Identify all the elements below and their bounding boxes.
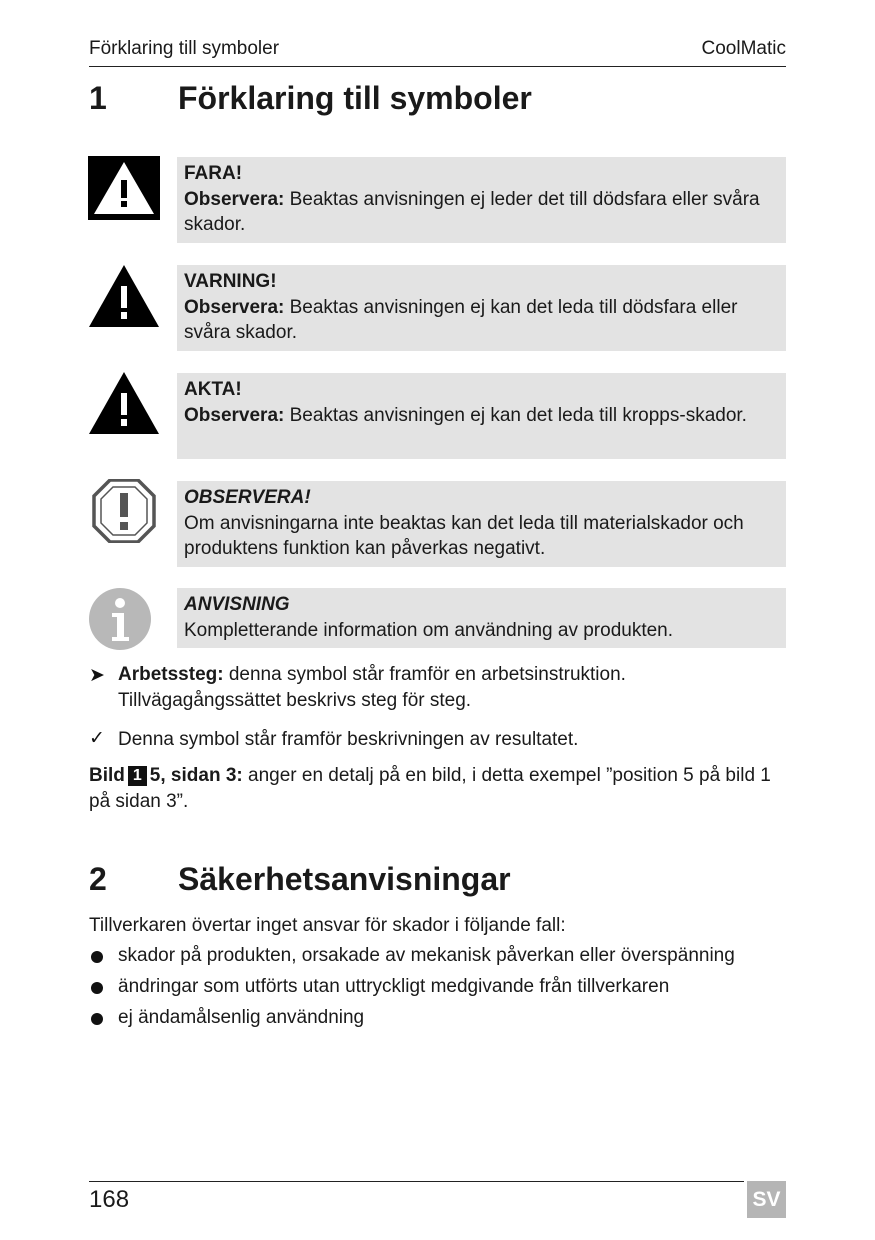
- notice-attention: [177, 481, 786, 567]
- running-header-title: Förklaring till symboler: [89, 38, 280, 59]
- caution-triangle-icon: [88, 371, 160, 435]
- notice-title: VARNING!: [184, 271, 277, 292]
- notice-label: Observera:: [184, 296, 285, 318]
- section-number: 1: [89, 80, 107, 116]
- footer-rule: [89, 1181, 744, 1182]
- notice-title: FARA!: [184, 163, 243, 184]
- section-number: 2: [89, 861, 107, 897]
- figure-number-badge: 1: [128, 766, 147, 786]
- notice-text: Om anvisningarna inte beaktas kan det leda till materialskador och produktens funktion kan påverkas negativt.: [184, 512, 744, 559]
- notice-title: ANVISNING: [184, 594, 290, 615]
- section-2-heading: [89, 861, 789, 901]
- step-text: denna symbol står framför en arbetsinstruktion. Tillvägagångssättet beskrivs steg för steg.: [118, 664, 626, 711]
- page-number: 168: [89, 1186, 130, 1213]
- notice-octagon-icon: [88, 479, 160, 543]
- checkmark-icon: ✓: [89, 728, 105, 749]
- bullet-icon: [91, 982, 103, 994]
- notice-text: Beaktas anvisningen ej kan det leda till dödsfara eller svåra skador.: [184, 296, 738, 343]
- notice-text: Beaktas anvisningen ej kan det leda till kropps-skador.: [289, 404, 747, 426]
- list-item: skador på produkten, orsakade av mekanisk påverkan eller överspänning: [118, 945, 735, 966]
- bullet-icon: [91, 1013, 103, 1025]
- bullet-icon: [91, 951, 103, 963]
- warning-triangle-icon: [88, 264, 160, 328]
- figure-position: 5, sidan 3:: [149, 765, 243, 786]
- notice-caution: [177, 373, 786, 459]
- danger-warning-icon: [88, 156, 160, 220]
- list-item: ändringar som utförts utan uttryckligt medgivande från tillverkaren: [118, 976, 670, 997]
- language-badge: SV: [747, 1181, 786, 1218]
- notice-danger: [177, 157, 786, 243]
- info-circle-icon: [88, 587, 160, 651]
- section-2-intro: Tillverkaren övertar inget ansvar för skador i följande fall:: [89, 915, 566, 936]
- section-title: Säkerhetsanvisningar: [178, 861, 511, 897]
- header-rule: [89, 66, 786, 67]
- notice-text: Beaktas anvisningen ej leder det till dödsfara eller svåra skador.: [184, 188, 760, 235]
- step-description: [118, 662, 788, 713]
- step-label: Arbetssteg:: [118, 664, 224, 685]
- result-description: Denna symbol står framför beskrivningen av resultatet.: [118, 729, 579, 750]
- notice-info: [177, 588, 786, 648]
- notice-label: Observera:: [184, 188, 285, 210]
- figure-prefix: Bild: [89, 765, 125, 786]
- list-item: ej ändamålsenlig användning: [118, 1007, 365, 1028]
- notice-text: Kompletterande information om användning av produkten.: [184, 619, 674, 641]
- figure-ref-text: anger en detalj på en bild, i detta exempel ”position 5 på bild 1 på sidan 3”.: [89, 765, 771, 812]
- notice-warning: [177, 265, 786, 351]
- figure-reference: [89, 763, 789, 814]
- arrow-step-icon: ➤: [89, 665, 105, 686]
- notice-title: AKTA!: [184, 379, 242, 400]
- notice-label: Observera:: [184, 404, 285, 426]
- notice-title: OBSERVERA!: [184, 487, 311, 508]
- section-title: Förklaring till symboler: [178, 80, 532, 116]
- running-header-product: CoolMatic: [701, 38, 786, 59]
- section-1-heading: [89, 80, 789, 120]
